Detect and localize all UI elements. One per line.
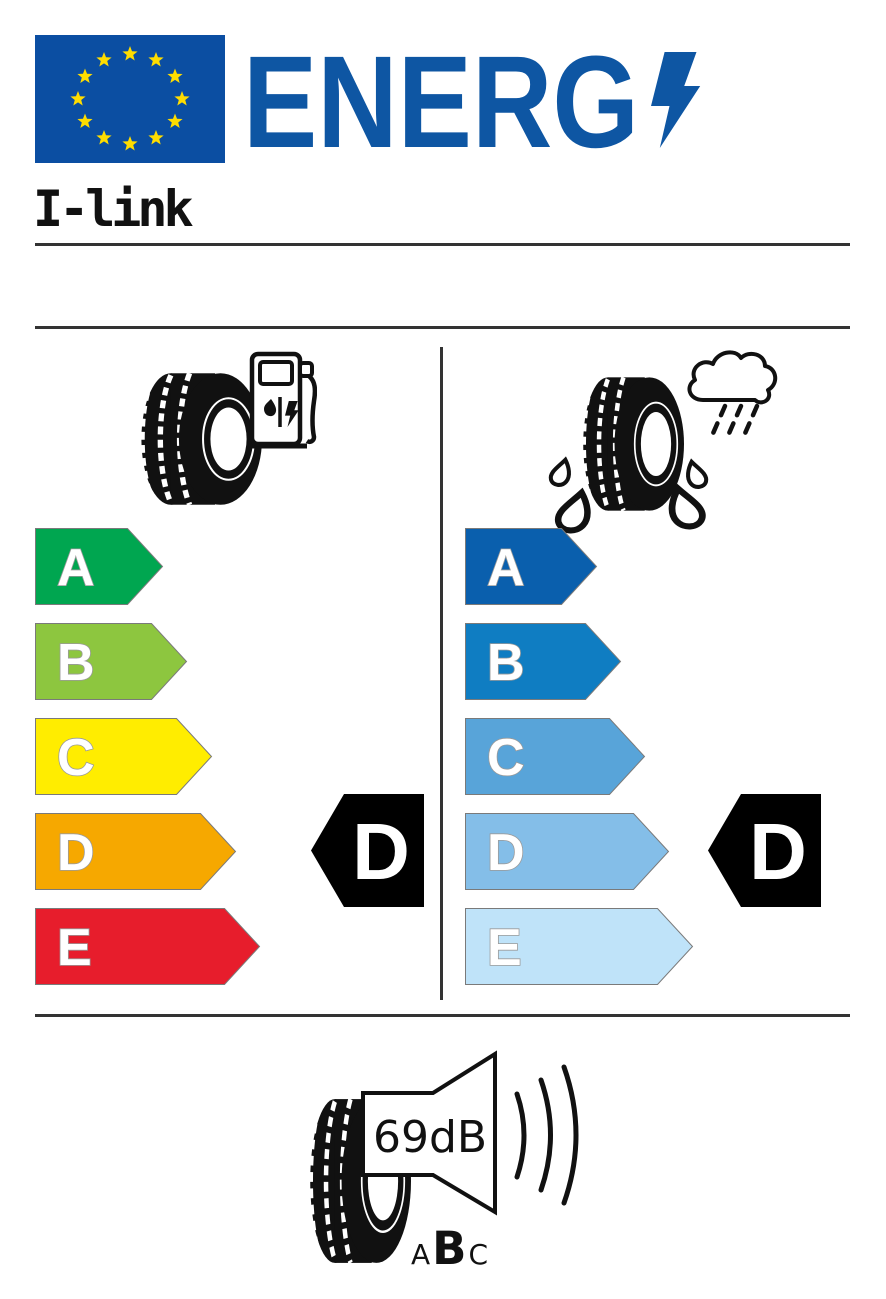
brand-name: I-link: [33, 180, 190, 238]
class-label: D: [487, 824, 525, 882]
fuel-pump-icon: [247, 349, 317, 449]
tire-icon: [128, 370, 262, 508]
noise-class-c: C: [468, 1238, 489, 1271]
noise-value: 69dB: [373, 1112, 488, 1163]
class-arrow-wet-b: [465, 623, 622, 700]
sound-waves-icon: [517, 1067, 576, 1203]
class-label: C: [57, 729, 95, 787]
class-label: E: [57, 919, 92, 977]
class-label: E: [487, 919, 522, 977]
divider-line-top: [35, 243, 850, 246]
class-label: B: [57, 634, 95, 692]
noise-class-a: A: [411, 1238, 431, 1271]
noise-class-scale: [411, 1222, 488, 1275]
eu-flag: [35, 35, 225, 163]
class-arrow-wet-c: [465, 718, 646, 795]
class-arrow-fuel-d: [35, 813, 237, 890]
noise-class-b-selected: B: [432, 1222, 467, 1275]
class-arrow-fuel-b: [35, 623, 188, 700]
class-arrow-wet-a: [465, 528, 598, 605]
class-label: B: [487, 634, 525, 692]
class-label: C: [487, 729, 525, 787]
class-arrow-wet-e: [465, 908, 694, 985]
speaker-icon: [360, 1049, 592, 1217]
wet-rating-value: D: [749, 807, 807, 896]
class-label: A: [487, 539, 525, 597]
class-arrow-fuel-c: [35, 718, 213, 795]
energ-logo-text: ENERG: [243, 28, 639, 175]
class-label: A: [57, 539, 95, 597]
class-arrow-wet-d: [465, 813, 670, 890]
rain-cloud-icon: [683, 348, 780, 443]
wet-rating-pointer: [707, 793, 822, 908]
fuel-rating-pointer: [310, 793, 425, 908]
class-arrow-fuel-e: [35, 908, 261, 985]
fuel-rating-value: D: [352, 807, 410, 896]
column-divider-line: [440, 347, 443, 1000]
divider-line-upper: [35, 326, 850, 329]
lightning-bolt-icon: [651, 52, 701, 148]
class-label: D: [57, 824, 95, 882]
divider-line-lower: [35, 1014, 850, 1017]
class-arrow-fuel-a: [35, 528, 164, 605]
